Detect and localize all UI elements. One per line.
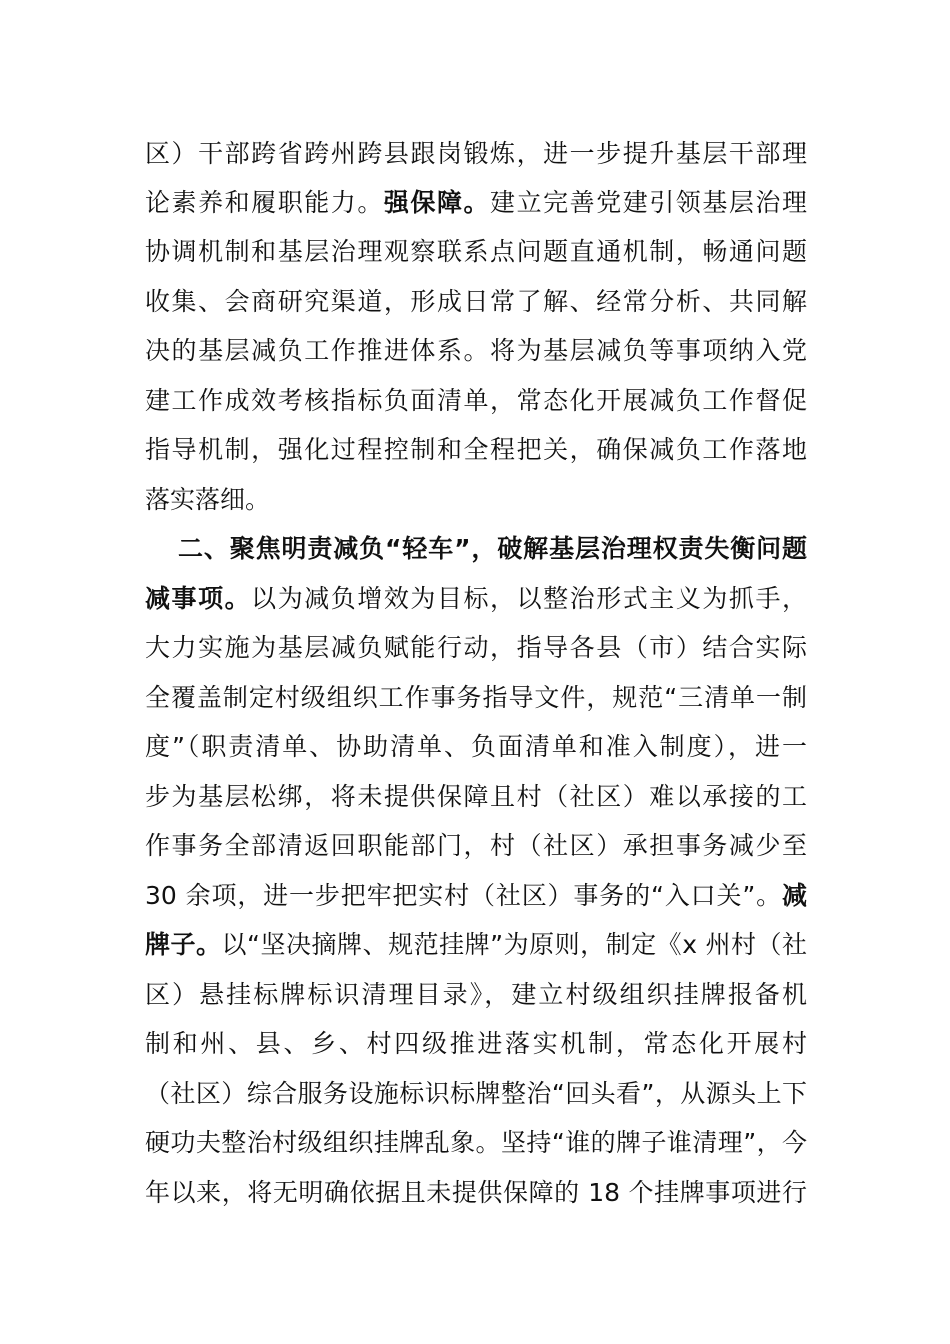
body-line-19 — [145, 1024, 807, 1064]
bold-heading-inline: 减事项。 — [145, 584, 252, 613]
body-line-21 — [145, 1123, 807, 1163]
body-line-2 — [145, 183, 807, 223]
line-text: 以为减负增效为目标，以整治形式主义为抓手， — [251, 584, 807, 613]
line-text: 区）悬挂标牌标识清理目录》，建立村级组织挂牌报备机 — [145, 980, 807, 1009]
bold-heading-inline: 减 — [781, 881, 807, 910]
line-text: 度”（职责清单、协助清单、负面清单和准入制度），进一 — [145, 732, 807, 761]
line-text: 作事务全部清返回职能部门，村（社区）承担事务减少至 — [145, 831, 807, 860]
line-text: 协调机制和基层治理观察联系点问题直通机制，畅通问题 — [145, 237, 807, 266]
line-text: 年以来，将无明确依据且未提供保障的 18 个挂牌事项进行 — [145, 1178, 807, 1207]
line-text: 落实落细。 — [145, 485, 271, 514]
body-line-1 — [145, 134, 807, 174]
bold-heading-inline: 强保障。 — [383, 188, 491, 217]
line-text: （社区）综合服务设施标识标牌整治“回头看”，从源头上下 — [145, 1079, 807, 1108]
body-line-14 — [145, 777, 807, 817]
line-text: 制和州、县、乡、村四级推进落实机制，常态化开展村 — [145, 1029, 807, 1058]
body-line-18 — [145, 975, 807, 1015]
body-line-20 — [145, 1074, 807, 1114]
body-line-8 — [145, 480, 807, 520]
body-line-17 — [145, 925, 807, 965]
body-line-11 — [145, 628, 807, 668]
body-line-6 — [145, 381, 807, 421]
line-text: 区）干部跨省跨州跨县跟岗锻炼，进一步提升基层干部理 — [145, 139, 807, 168]
line-text: 以“坚决摘牌、规范挂牌”为原则，制定《x 州村（社 — [221, 930, 807, 959]
body-line-3 — [145, 232, 807, 272]
line-text: 硬功夫整治村级组织挂牌乱象。坚持“谁的牌子谁清理”，今 — [145, 1128, 807, 1157]
line-text: 步为基层松绑，将未提供保障且村（社区）难以承接的工 — [145, 782, 807, 811]
line-text: 全覆盖制定村级组织工作事务指导文件，规范“三清单一制 — [145, 683, 807, 712]
bold-heading-inline: 牌子。 — [145, 930, 222, 959]
body-line-5 — [145, 331, 807, 371]
line-text: 建工作成效考核指标负面清单，常态化开展减负工作督促 — [145, 386, 807, 415]
line-text: 建立完善党建引领基层治理 — [490, 188, 807, 217]
line-text: 收集、会商研究渠道，形成日常了解、经常分析、共同解 — [145, 287, 807, 316]
line-text: 30 余项，进一步把牢把实村（社区）事务的“入口关”。 — [145, 881, 782, 910]
line-text: 大力实施为基层减负赋能行动，指导各县（市）结合实际 — [145, 633, 807, 662]
body-line-16 — [145, 876, 807, 916]
body-line-4 — [145, 282, 807, 322]
line-text: 指导机制，强化过程控制和全程把关，确保减负工作落地 — [145, 435, 807, 464]
body-line-10 — [145, 579, 807, 619]
body-line-15 — [145, 826, 807, 866]
line-text: 论素养和履职能力。 — [145, 188, 384, 217]
line-text: 决的基层减负工作推进体系。将为基层减负等事项纳入党 — [145, 336, 807, 365]
section-heading-text: 二、聚焦明责减负“轻车”，破解基层治理权责失衡问题 — [178, 534, 807, 563]
section-heading — [178, 529, 807, 569]
body-line-13 — [145, 727, 807, 767]
body-line-7 — [145, 430, 807, 470]
body-line-22 — [145, 1173, 807, 1213]
body-line-12 — [145, 678, 807, 718]
